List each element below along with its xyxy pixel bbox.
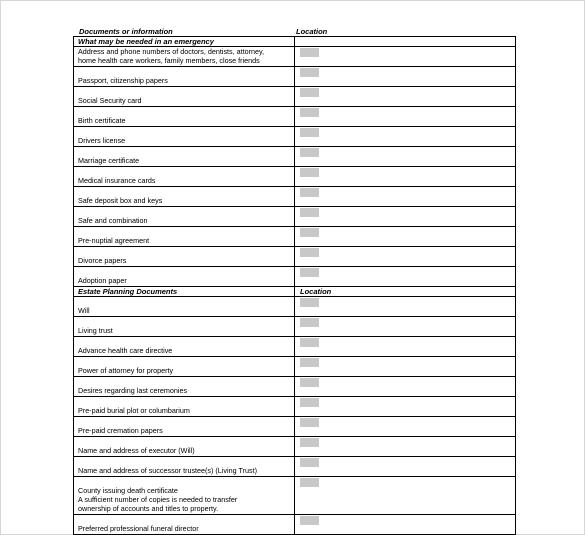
- document-item-label: Will: [78, 306, 90, 315]
- table-row: [74, 417, 516, 437]
- document-item-label: Name and address of successor trustee(s) (Living Trust): [78, 466, 257, 475]
- location-input-cell[interactable]: [295, 247, 516, 267]
- table-row: [74, 437, 516, 457]
- document-item-cell: [74, 397, 295, 417]
- location-field-marker[interactable]: [300, 358, 319, 367]
- document-item-cell: [74, 477, 295, 515]
- table-row: [74, 167, 516, 187]
- location-field-marker[interactable]: [300, 108, 319, 117]
- section-location-label: Location: [295, 287, 516, 297]
- section-title: What may be needed in an emergency: [74, 37, 295, 47]
- document-item-cell: [74, 127, 295, 147]
- location-field-marker[interactable]: [300, 208, 319, 217]
- location-column-header: Location: [296, 27, 328, 36]
- document-item-label: Passport, citizenship papers: [78, 76, 168, 85]
- document-item-label: Address and phone numbers of doctors, dentists, attorney, home health care workers, family members, close friends: [78, 47, 265, 65]
- location-field-marker[interactable]: [300, 148, 319, 157]
- documents-column-header: Documents or information: [79, 27, 173, 36]
- table-row: [74, 47, 516, 67]
- location-field-marker[interactable]: [300, 248, 319, 257]
- location-field-marker[interactable]: [300, 438, 319, 447]
- document-item-cell: [74, 377, 295, 397]
- location-field-marker[interactable]: [300, 378, 319, 387]
- location-input-cell[interactable]: [295, 127, 516, 147]
- location-input-cell[interactable]: [295, 457, 516, 477]
- table-row: [74, 317, 516, 337]
- table-row: [74, 297, 516, 317]
- document-item-label: Drivers license: [78, 136, 126, 145]
- document-item-cell: [74, 457, 295, 477]
- document-item-label: Preferred professional funeral director: [78, 524, 199, 533]
- location-input-cell[interactable]: [295, 107, 516, 127]
- location-field-marker[interactable]: [300, 228, 319, 237]
- location-input-cell[interactable]: [295, 207, 516, 227]
- table-row: [74, 337, 516, 357]
- location-input-cell[interactable]: [295, 357, 516, 377]
- document-item-cell: [74, 47, 295, 67]
- location-field-marker[interactable]: [300, 418, 319, 427]
- table-row: [74, 377, 516, 397]
- location-input-cell[interactable]: [295, 147, 516, 167]
- table-row: [74, 207, 516, 227]
- location-input-cell[interactable]: [295, 317, 516, 337]
- location-field-marker[interactable]: [300, 398, 319, 407]
- section-location-label: [295, 37, 516, 47]
- location-field-marker[interactable]: [300, 478, 319, 487]
- location-field-marker[interactable]: [300, 168, 319, 177]
- table-row: [74, 107, 516, 127]
- location-field-marker[interactable]: [300, 128, 319, 137]
- document-item-cell: [74, 417, 295, 437]
- location-field-marker[interactable]: [300, 268, 319, 277]
- document-item-label: Pre-paid burial plot or columbarium: [78, 406, 190, 415]
- document-item-label: Adoption paper: [78, 276, 127, 285]
- document-item-cell: [74, 167, 295, 187]
- document-item-cell: [74, 247, 295, 267]
- document-item-label: Pre-nuptial agreement: [78, 236, 150, 245]
- document-item-label: Power of attorney for property: [78, 366, 174, 375]
- location-field-marker[interactable]: [300, 318, 319, 327]
- location-field-marker[interactable]: [300, 88, 319, 97]
- location-input-cell[interactable]: [295, 167, 516, 187]
- location-input-cell[interactable]: [295, 267, 516, 287]
- location-field-marker[interactable]: [300, 338, 319, 347]
- location-field-marker[interactable]: [300, 516, 319, 525]
- location-field-marker[interactable]: [300, 458, 319, 467]
- document-item-label: Safe and combination: [78, 216, 148, 225]
- document-item-cell: [74, 147, 295, 167]
- location-input-cell[interactable]: [295, 397, 516, 417]
- table-row: [74, 187, 516, 207]
- document-item-cell: [74, 207, 295, 227]
- document-item-cell: [74, 107, 295, 127]
- document-item-cell: [74, 187, 295, 207]
- document-item-cell: [74, 357, 295, 377]
- location-input-cell[interactable]: [295, 337, 516, 357]
- location-input-cell[interactable]: [295, 47, 516, 67]
- table-row: [74, 67, 516, 87]
- documents-table: [73, 36, 516, 535]
- location-input-cell[interactable]: [295, 297, 516, 317]
- document-item-cell: [74, 227, 295, 247]
- document-item-label: Social Security card: [78, 96, 142, 105]
- section-title: Estate Planning Documents: [74, 287, 295, 297]
- table-row: [74, 247, 516, 267]
- document-item-cell: [74, 515, 295, 535]
- table-row: [74, 127, 516, 147]
- document-item-cell: [74, 437, 295, 457]
- table-row: [74, 515, 516, 535]
- location-input-cell[interactable]: [295, 437, 516, 457]
- location-input-cell[interactable]: [295, 377, 516, 397]
- table-row: [74, 227, 516, 247]
- location-input-cell[interactable]: [295, 187, 516, 207]
- location-field-marker[interactable]: [300, 48, 319, 57]
- location-input-cell[interactable]: [295, 477, 516, 515]
- location-input-cell[interactable]: [295, 417, 516, 437]
- location-field-marker[interactable]: [300, 188, 319, 197]
- section-header-row: [74, 37, 516, 47]
- document-item-cell: [74, 67, 295, 87]
- document-item-cell: [74, 337, 295, 357]
- table-row: [74, 397, 516, 417]
- section-header-row: [74, 287, 516, 297]
- document-item-label: Divorce papers: [78, 256, 127, 265]
- document-item-label: Living trust: [78, 326, 113, 335]
- location-input-cell[interactable]: [295, 67, 516, 87]
- table-row: [74, 147, 516, 167]
- document-item-label: Pre-paid cremation papers: [78, 426, 163, 435]
- document-item-cell: [74, 297, 295, 317]
- document-item-label: Birth certificate: [78, 116, 126, 125]
- document-item-label: Desires regarding last ceremonies: [78, 386, 188, 395]
- table-row: [74, 457, 516, 477]
- table-row: [74, 477, 516, 515]
- document-item-label: Marriage certificate: [78, 156, 140, 165]
- document-item-cell: [74, 317, 295, 337]
- document-item-cell: [74, 267, 295, 287]
- document-item-label: Name and address of executor (Will): [78, 446, 195, 455]
- location-input-cell[interactable]: [295, 515, 516, 535]
- document-item-label: Safe deposit box and keys: [78, 196, 163, 205]
- location-input-cell[interactable]: [295, 87, 516, 107]
- table-row: [74, 87, 516, 107]
- location-field-marker[interactable]: [300, 298, 319, 307]
- location-input-cell[interactable]: [295, 227, 516, 247]
- document-item-label: Medical insurance cards: [78, 176, 156, 185]
- table-row: [74, 267, 516, 287]
- document-item-label: Advance health care directive: [78, 346, 173, 355]
- table-row: [74, 357, 516, 377]
- document-item-label: County issuing death certificate A sufficient number of copies is needed to transfer ownership of accounts and titles to property.: [78, 486, 238, 513]
- document-item-cell: [74, 87, 295, 107]
- location-field-marker[interactable]: [300, 68, 319, 77]
